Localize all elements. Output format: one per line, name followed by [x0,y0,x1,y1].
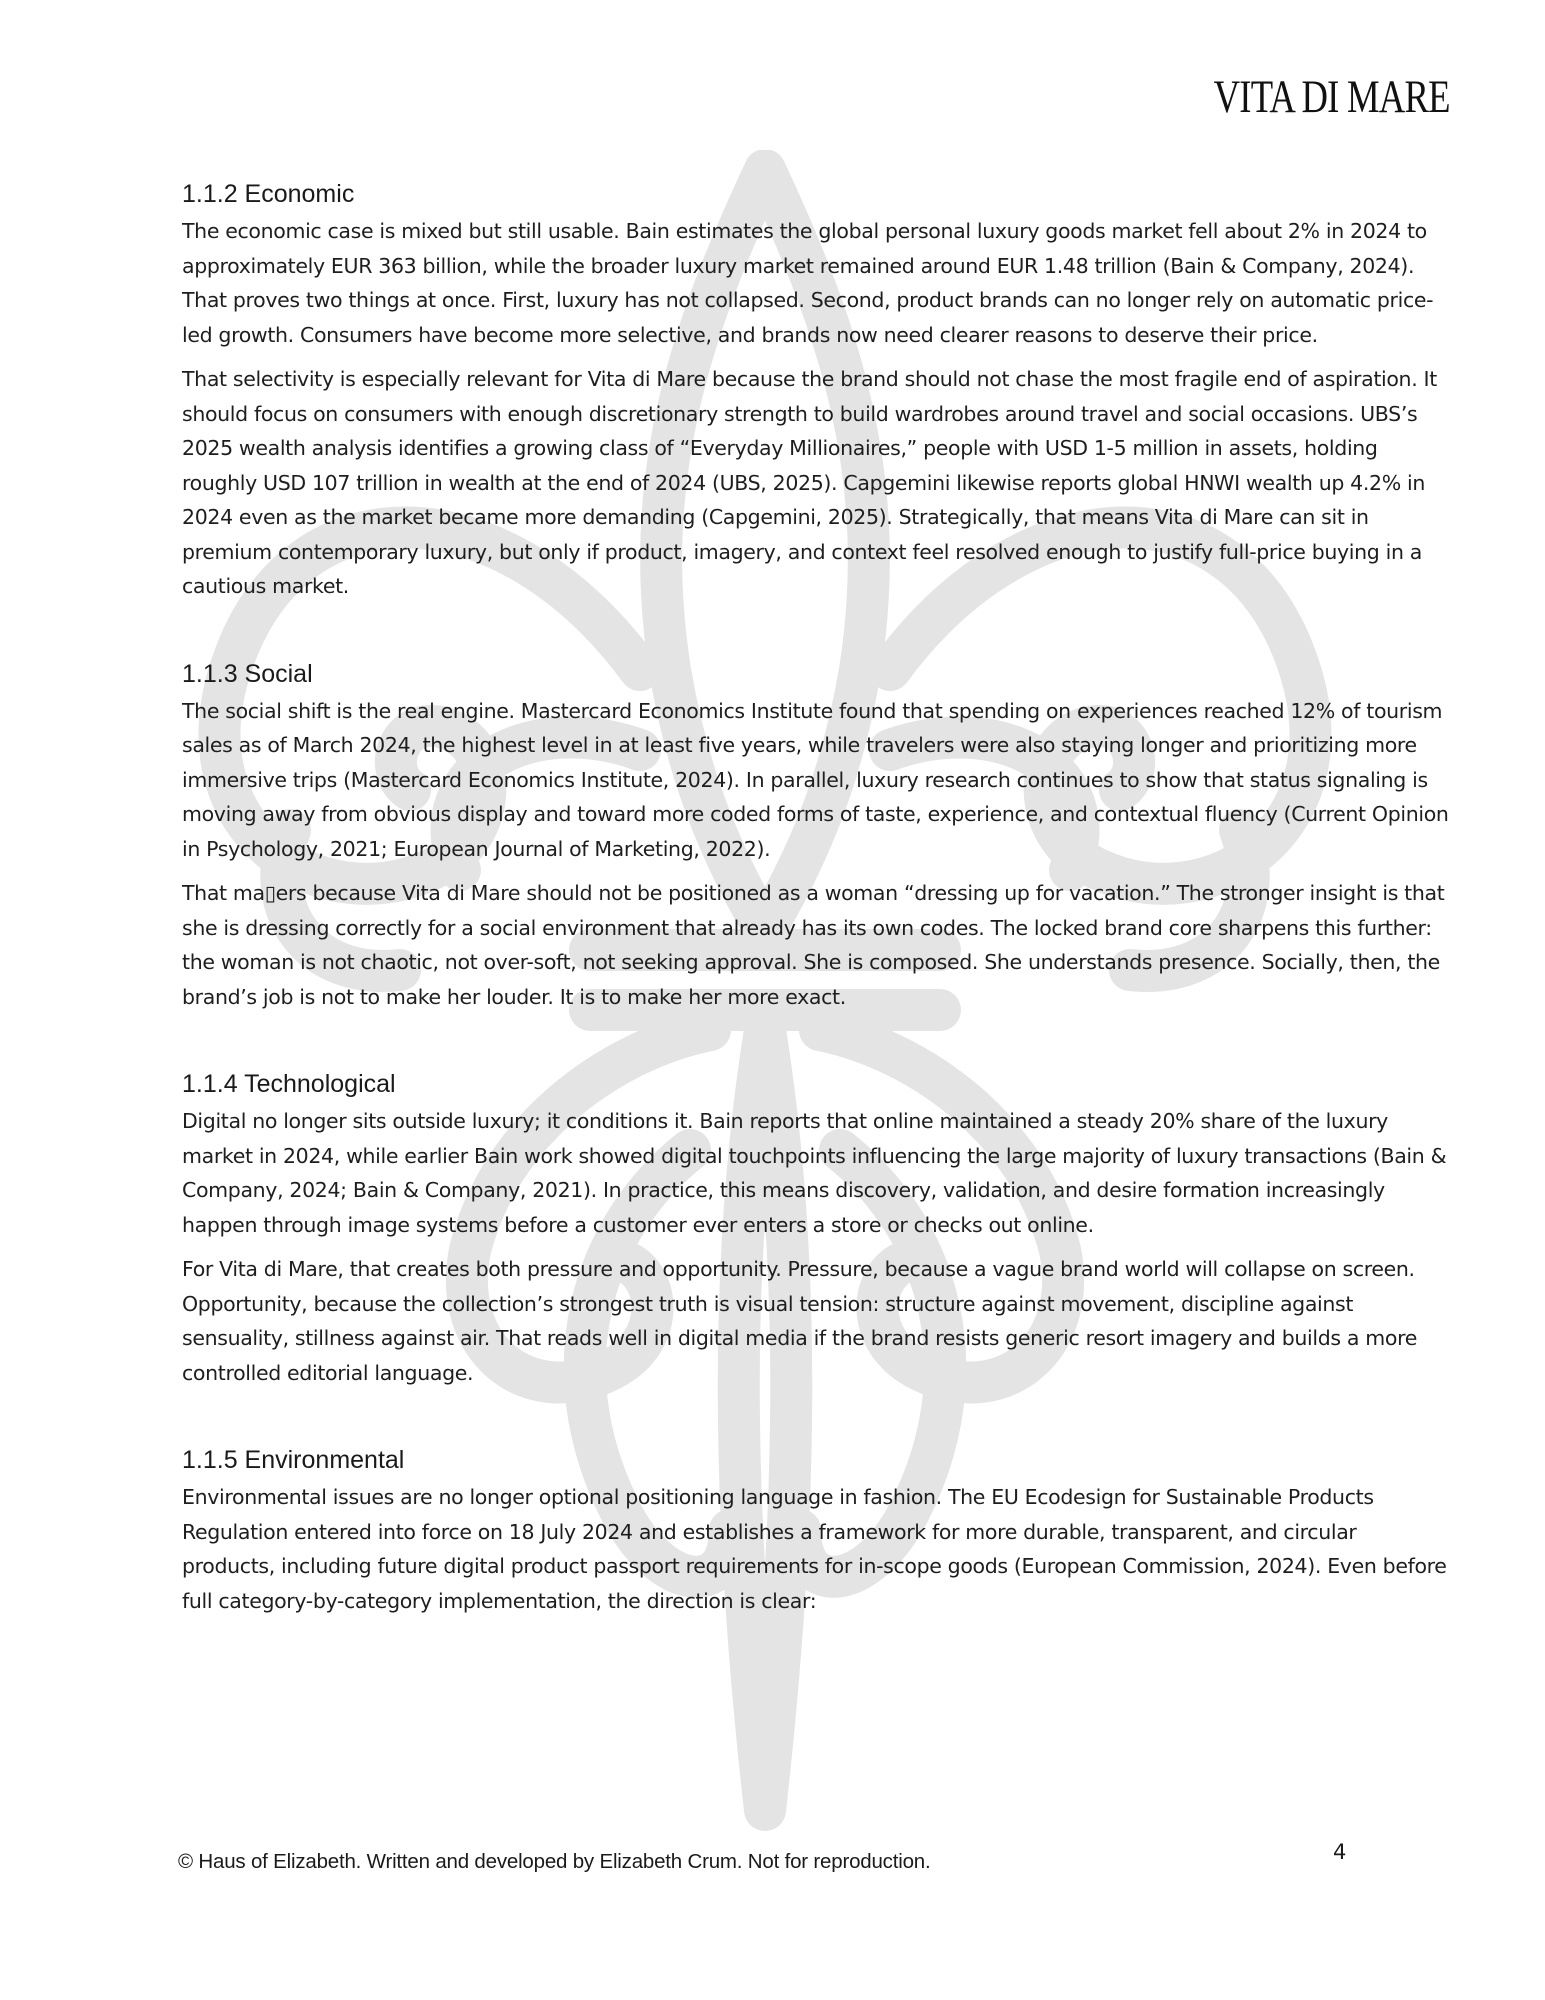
document-body [182,178,1452,1672]
paragraph: The economic case is mixed but still usable. Bain estimates the global personal luxury goods market fell about 2% in 2024 to approximately EUR 363 billion, while the broader luxury market remained around EUR 1.48 trillion (Bain & Company, 2024). That proves two things at once. First, luxury has not collapsed. Second, product brands can no longer rely on automatic price-led growth. Consumers have become more selective, and brands now need clearer reasons to deserve their price. [182,219,1434,347]
paragraph: Digital no longer sits outside luxury; it conditions it. Bain reports that online maintained a steady 20% share of the luxury market in 2024, while earlier Bain work showed digital touchpoints influencing the large majority of luxury transactions (Bain & Company, 2024; Bain & Company, 2021). In practice, this means discovery, validation, and desire formation increasingly happen through image systems before a customer ever enters a store or checks out online. [182,1109,1447,1237]
paragraph: The social shift is the real engine. Mastercard Economics Institute found that spending on experiences reached 12% of tourism sales as of March 2024, the highest level in at least five years, while travelers were also staying longer and prioritizing more immersive trips (Mastercard Economics Institute, 2024). In parallel, luxury research continues to show that status signaling is moving away from obvious display and toward more coded forms of taste, experience, and contextual fluency (Current Opinion in Psychology, 2021; European Journal of Marketing, 2022). [182,698,1449,861]
footer-copyright: © Haus of Elizabeth. Written and developed by Elizabeth Crum. Not for reproduction. [178,1850,931,1873]
paragraph: That selectivity is especially relevant for Vita di Mare because the brand should not chase the most fragile end of aspiration. It should focus on consumers with enough discretionary strength to build wardrobes around travel and social occasions. UBS’s 2025 wealth analysis identifies a growing class of “Everyday Millionaires,” people with USD 1-5 million in assets, holding roughly USD 107 trillion in wealth at the end of 2024 (UBS, 2025). Capgemini likewise reports global HNWI wealth up 4.2% in 2024 even as the market became more demanding (Capgemini, 2025). Strategically, that means Vita di Mare can sit in premium contemporary luxury, but only if product, imagery, and context feel resolved enough to justify full-price buying in a cautious market. [182,367,1437,598]
page-number: 4 [1333,1840,1347,1864]
section-heading: 1.1.2 Economic [182,180,355,208]
section-heading: 1.1.4 Technological [182,1070,396,1098]
brand-logo: VITA DI MARE [1213,71,1450,123]
section-technological [182,1068,1452,1390]
section-economic [182,178,1452,604]
paragraph: Environmental issues are no longer optional positioning language in fashion. The EU Ecodesign for Sustainable Products Regulation entered into force on 18 July 2024 and establishes a framework for more durable, transparent, and circular products, including future digital product passport requirements for in-scope goods (European Commission, 2024). Even before full category-by-category implementation, the direction is clear: [182,1485,1447,1613]
section-heading: 1.1.3 Social [182,659,313,688]
section-social [182,658,1452,1015]
section-environmental [182,1444,1452,1618]
paragraph: For Vita di Mare, that creates both pressure and opportunity. Pressure, because a vague brand world will collapse on screen. Opportunity, because the collection’s strongest truth is visual tension: structure against movement, discipline against sensuality, stillness against air. That reads well in digital media if the brand resists generic resort imagery and builds a more controlled editorial language. [182,1257,1417,1385]
paragraph: That ma▯ers because Vita di Mare should not be positioned as a woman “dressing up for vacation.” The stronger insight is that she is dressing correctly for a social environment that already has its own codes. The locked brand core sharpens this further: the woman is not chaotic, not over-soft, not seeking approval. She is composed. She understands presence. Socially, then, the brand’s job is not to make her louder. It is to make her more exact. [182,881,1445,1009]
section-heading: 1.1.5 Environmental [182,1446,405,1474]
